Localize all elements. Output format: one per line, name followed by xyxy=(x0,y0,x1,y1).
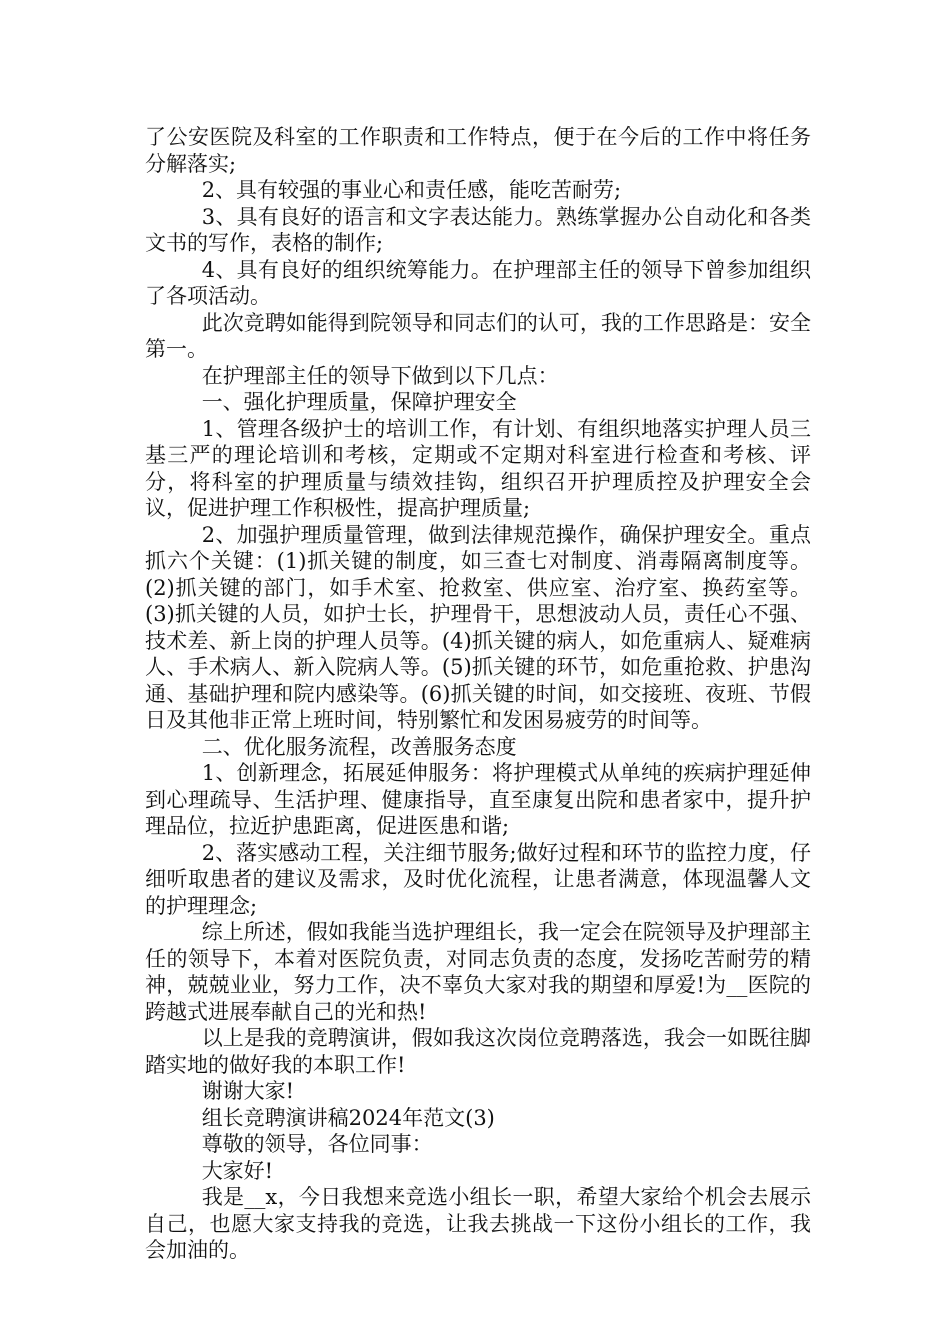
paragraph-quality-management: 2、加强护理质量管理，做到法律规范操作，确保护理安全。重点抓六个关键：(1)抓关键的制度，如三查七对制度、消毒隔离制度等。(2)抓关键的部门，如手术室、抢救室、供应室、治疗室、换药室等。(3)抓关键的人员，如护士长，护理骨干，思想波动人员，责任心不强、技术差、新上岗的护理人员等。(4)抓关键的病人，如危重病人、疑难病人、手术病人、新入院病人等。(5)抓关键的环节，如危重抢救、护患沟通、基础护理和院内感染等。(6)抓关键的时间，如交接班、夜班、节假日及其他非正常上班时间，特别繁忙和发困易疲劳的时间等。 xyxy=(145,522,811,732)
paragraph-salutation: 尊敬的领导，各位同事： xyxy=(201,1132,433,1156)
paragraph-item-3: 3、具有良好的语言和文字表达能力。熟练掌握办公自动化和各类文书的写作，表格的制作; xyxy=(145,204,811,255)
paragraph-item-4: 4、具有良好的组织统筹能力。在护理部主任的领导下曾参加组织了各项活动。 xyxy=(145,257,811,308)
paragraph-continuation: 了公安医院及科室的工作职责和工作特点，便于在今后的工作中将任务分解落实; xyxy=(145,125,811,176)
paragraph-innovation: 1、创新理念，拓展延伸服务：将护理模式从单纯的疾病护理延伸到心理疏导、生活护理、健康指导，直至康复出院和患者家中，提升护理品位，拉近护患距离，促进医患和谐; xyxy=(145,761,811,838)
paragraph-item-2: 2、具有较强的事业心和责任感，能吃苦耐劳; xyxy=(201,178,622,202)
paragraph-summary: 综上所述，假如我能当选护理组长，我一定会在院领导及护理部主任的领导下，本着对医院负责，对同志负责的态度，发扬吃苦耐劳的精神，兢兢业业，努力工作，决不辜负大家对我的期望和厚爱!为__医院的跨越式进展奉献自己的光和热! xyxy=(145,920,811,1024)
paragraph-points-intro: 在护理部主任的领导下做到以下几点： xyxy=(201,363,559,388)
document-page xyxy=(145,124,811,1264)
paragraph-thanks: 谢谢大家! xyxy=(201,1079,295,1103)
section-heading-1: 一、强化护理质量，保障护理安全 xyxy=(201,390,517,414)
paragraph-training: 1、管理各级护士的培训工作，有计划、有组织地落实护理人员三基三严的理论培训和考核，定期或不定期对科室进行检查和考核、评分，将科室的护理质量与绩效挂钩，组织召开护理质控及护理安全会议，促进护理工作积极性，提高护理质量; xyxy=(145,416,811,520)
paragraph-details: 2、落实感动工程，关注细节服务;做好过程和环节的监控力度，仔细听取患者的建议及需求，及时优化流程，让患者满意，体现温馨人文的护理理念; xyxy=(145,840,811,918)
paragraph-work-approach: 此次竞聘如能得到院领导和同志们的认可，我的工作思路是：安全第一。 xyxy=(145,310,811,361)
section-heading-2: 二、优化服务流程，改善服务态度 xyxy=(201,734,517,759)
paragraph-introduction: 我是__x，今日我想来竞选小组长一职，希望大家给个机会去展示自己，也愿大家支持我的竞选，让我去挑战一下这份小组长的工作，我会加油的。 xyxy=(145,1185,811,1262)
section-title-sample-3: 组长竞聘演讲稿2024年范文(3) xyxy=(201,1105,495,1130)
paragraph-closing: 以上是我的竞聘演讲，假如我这次岗位竞聘落选，我会一如既往脚踏实地的做好我的本职工作! xyxy=(145,1026,811,1077)
paragraph-greeting: 大家好! xyxy=(201,1158,274,1183)
